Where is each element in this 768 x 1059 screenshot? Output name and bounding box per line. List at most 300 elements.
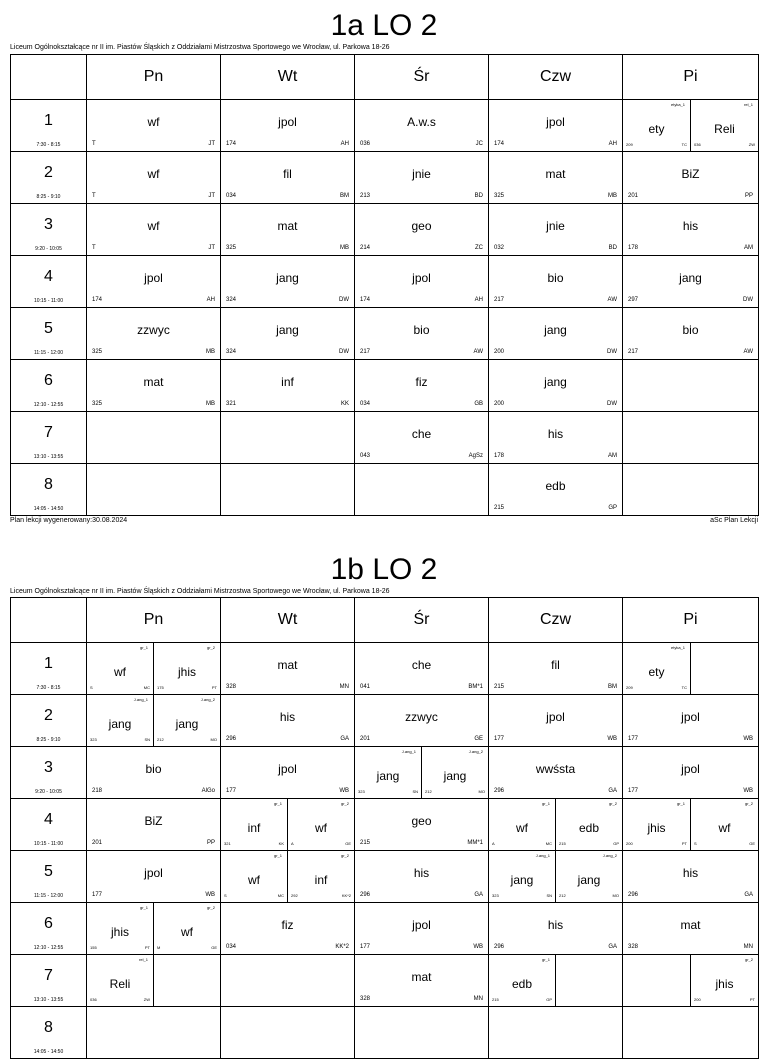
room: 201	[92, 840, 103, 846]
group-label: J.ang_1	[401, 749, 416, 754]
lesson-cell	[623, 643, 759, 695]
period-row	[11, 851, 759, 903]
school-name: Liceum Ogólnokształcące nr II im. Piastów Śląskich z Oddziałami Mistrzostwa Sportowego we Wrocław, ul. Parkowa 18-26	[10, 588, 390, 595]
lesson	[221, 747, 354, 798]
lesson	[489, 308, 622, 359]
period-cell	[11, 152, 87, 204]
corner-cell	[11, 55, 87, 100]
lesson-slot	[355, 360, 488, 411]
room: 175	[157, 685, 164, 690]
group-label: J.ang_2	[602, 853, 617, 858]
teacher: ZW	[143, 997, 150, 1002]
teacher: AH	[340, 141, 349, 147]
room: 215	[494, 684, 505, 690]
subject: edb	[578, 821, 600, 835]
lesson-slot	[623, 851, 758, 902]
lesson-cell	[87, 464, 221, 516]
lesson-slot	[623, 955, 758, 1006]
lesson	[87, 747, 220, 798]
room: 217	[628, 349, 639, 355]
lesson-cell	[355, 360, 489, 412]
teacher: JC	[475, 141, 483, 147]
lesson	[87, 256, 220, 307]
teacher: MM*1	[467, 840, 483, 846]
lesson-cell	[355, 256, 489, 308]
room: A	[492, 841, 495, 846]
lesson	[623, 851, 758, 902]
room: 209	[626, 685, 633, 690]
room: 215	[492, 997, 499, 1002]
lesson-slot	[221, 747, 354, 798]
lesson-slot	[221, 256, 354, 307]
room: 032	[494, 245, 505, 251]
subject: Reli	[714, 122, 735, 136]
teacher: AM	[608, 453, 617, 459]
lesson-slot	[623, 747, 758, 798]
lesson-slot	[87, 152, 220, 203]
lesson-slot	[489, 799, 622, 850]
lesson	[87, 955, 153, 1006]
teacher: AW	[473, 349, 483, 355]
period-time: 10:15 - 11:00	[33, 841, 64, 847]
group-label: gr_1	[273, 801, 282, 806]
subject: fiz	[415, 375, 428, 389]
lesson-cell	[489, 747, 623, 799]
subject: jang	[276, 271, 299, 285]
teacher: KK*2	[341, 893, 351, 898]
lesson	[221, 100, 354, 151]
subject: che	[411, 658, 432, 672]
lesson-slot	[623, 464, 758, 515]
room: 034	[226, 193, 237, 199]
lesson	[221, 851, 287, 902]
lesson	[555, 955, 622, 1006]
teacher: SN	[144, 737, 150, 742]
subject: Reli	[109, 977, 131, 991]
lesson-slot	[221, 695, 354, 746]
lesson-slot	[355, 204, 488, 255]
day-header-3: Czw	[489, 55, 623, 100]
subject: fil	[283, 167, 292, 181]
lesson	[355, 204, 488, 255]
subject: zzwyc	[405, 710, 438, 724]
subject: BiZ	[681, 167, 700, 181]
teacher: JT	[208, 193, 215, 199]
period-row	[11, 903, 759, 955]
room: 036	[694, 142, 701, 147]
period-row	[11, 695, 759, 747]
subject: mat	[545, 167, 566, 181]
period-time: 12:10 - 12:55	[33, 945, 64, 951]
lesson-slot	[355, 799, 488, 850]
period-cell	[11, 799, 87, 851]
room: 212	[559, 893, 566, 898]
room: 200	[494, 401, 505, 407]
lesson-slot	[87, 360, 220, 411]
lesson	[489, 412, 622, 463]
subject: jpol	[144, 866, 163, 880]
room: T	[92, 193, 96, 199]
lesson-cell	[623, 747, 759, 799]
subject: fiz	[281, 918, 294, 932]
lesson-slot	[221, 152, 354, 203]
subject: BiZ	[144, 814, 163, 828]
group-label: J.ang_2	[468, 749, 483, 754]
teacher: MB	[206, 401, 215, 407]
group-label: gr_1	[273, 853, 282, 858]
lesson-cell	[623, 464, 759, 516]
subject: wf	[516, 821, 528, 835]
lesson	[87, 799, 220, 850]
period-time: 14:05 - 14:50	[33, 1049, 64, 1055]
lesson	[221, 695, 354, 746]
room: 321	[224, 841, 231, 846]
room: 200	[494, 349, 505, 355]
subject: jang	[577, 873, 601, 887]
subject: wwśsta	[535, 762, 576, 776]
teacher: AW	[743, 349, 753, 355]
lesson-cell	[489, 643, 623, 695]
subject: jpol	[278, 762, 297, 776]
teacher: KK	[278, 841, 284, 846]
room: 215	[559, 841, 566, 846]
subject: jnie	[412, 167, 431, 181]
teacher: AlGo	[201, 788, 215, 794]
group-label: gr_2	[608, 801, 617, 806]
lesson-cell	[489, 308, 623, 360]
room: 325	[92, 349, 103, 355]
teacher: WB	[607, 736, 617, 742]
room: 174	[360, 297, 371, 303]
lesson-slot	[87, 747, 220, 798]
group-label: gr_1	[676, 801, 685, 806]
lesson-cell	[489, 412, 623, 464]
lesson-cell	[355, 747, 489, 799]
lesson	[623, 955, 690, 1006]
generated-date: Plan lekcji wygenerowany:30.08.2024	[10, 517, 128, 524]
subject: jang	[376, 769, 400, 783]
room: 217	[360, 349, 371, 355]
lesson-slot	[355, 955, 488, 1006]
period-cell	[11, 412, 87, 464]
lesson	[221, 360, 354, 411]
subject: his	[279, 710, 296, 724]
lesson-slot	[221, 360, 354, 411]
subject: jnie	[546, 219, 565, 233]
room: 034	[226, 944, 237, 950]
lesson	[87, 100, 220, 151]
lesson-slot	[221, 1007, 354, 1058]
lesson-slot	[355, 152, 488, 203]
teacher: ZW	[748, 142, 755, 147]
timetable-grid	[10, 597, 759, 1059]
period-time: 14:05 - 14:50	[33, 506, 64, 512]
lesson-cell	[87, 747, 221, 799]
lesson-slot	[87, 1007, 220, 1058]
period-number: 4	[44, 268, 53, 285]
teacher: JT	[208, 141, 215, 147]
room: 177	[494, 736, 505, 742]
lesson	[489, 799, 555, 850]
school-name: Liceum Ogólnokształcące nr II im. Piastów Śląskich z Oddziałami Mistrzostwa Sportowego we Wrocław, ul. Parkowa 18-26	[10, 44, 390, 51]
teacher: BM	[608, 684, 617, 690]
group-label: gr_2	[206, 645, 215, 650]
period-row	[11, 256, 759, 308]
period-time: 7:30 - 8:15	[36, 142, 61, 148]
lesson	[555, 851, 622, 902]
subject: fil	[551, 658, 560, 672]
lesson	[489, 152, 622, 203]
lesson	[690, 643, 758, 694]
room: M	[157, 945, 161, 950]
lesson-cell	[623, 256, 759, 308]
lesson-slot	[221, 308, 354, 359]
teacher: GP	[613, 841, 619, 846]
group-label: gr_2	[744, 801, 753, 806]
lesson-cell	[489, 256, 623, 308]
lesson-cell	[489, 851, 623, 903]
subject: mat	[277, 658, 298, 672]
subject: ety	[648, 665, 665, 679]
teacher: GE	[474, 736, 483, 742]
period-time: 13:10 - 13:55	[33, 997, 64, 1003]
period-cell	[11, 695, 87, 747]
room: 213	[360, 193, 371, 199]
period-number: 3	[44, 216, 53, 233]
subject: wf	[114, 665, 126, 679]
teacher: AW	[607, 297, 617, 303]
subject: wf	[147, 219, 160, 233]
lesson-cell	[87, 256, 221, 308]
lesson-slot	[355, 903, 488, 954]
lesson-cell	[355, 1007, 489, 1059]
lesson-cell	[87, 308, 221, 360]
lesson-cell	[489, 204, 623, 256]
room: 324	[226, 297, 237, 303]
room: 328	[628, 944, 639, 950]
teacher: WB	[339, 788, 349, 794]
lesson-slot	[623, 903, 758, 954]
lesson-cell	[489, 1007, 623, 1059]
lesson	[355, 360, 488, 411]
subject: edb	[545, 479, 566, 493]
lesson-cell	[355, 903, 489, 955]
teacher: PP	[744, 193, 753, 199]
lesson-slot	[87, 308, 220, 359]
room: 155	[90, 945, 97, 950]
lesson-cell	[221, 851, 355, 903]
teacher: GP	[608, 505, 617, 511]
teacher: PT	[681, 841, 687, 846]
room: 036	[90, 997, 97, 1002]
lesson-slot	[221, 204, 354, 255]
room: 297	[628, 297, 639, 303]
room: 217	[494, 297, 505, 303]
lesson-slot	[221, 955, 354, 1006]
teacher: WB	[473, 944, 483, 950]
lesson	[355, 308, 488, 359]
group-label: gr_1	[139, 905, 148, 910]
lesson	[355, 747, 421, 798]
room: 323	[358, 789, 365, 794]
period-row	[11, 308, 759, 360]
period-cell	[11, 851, 87, 903]
lesson-slot	[623, 643, 758, 694]
subject: his	[682, 219, 699, 233]
lesson-slot	[355, 747, 488, 798]
lesson-slot	[87, 903, 220, 954]
subject: bio	[682, 323, 699, 337]
lesson-cell	[623, 1007, 759, 1059]
subject: jang	[175, 717, 199, 731]
lesson-cell	[355, 100, 489, 152]
teacher: MN	[743, 944, 753, 950]
lesson-slot	[489, 152, 622, 203]
lesson	[87, 152, 220, 203]
lesson-cell	[87, 955, 221, 1007]
lesson	[690, 100, 758, 151]
room: 174	[92, 297, 103, 303]
lesson	[355, 955, 488, 1006]
group-label: J.ang_1	[133, 697, 148, 702]
room: 328	[226, 684, 237, 690]
period-row	[11, 747, 759, 799]
teacher: GA	[608, 788, 617, 794]
room: 177	[226, 788, 237, 794]
room: T	[92, 141, 96, 147]
teacher: AH	[474, 297, 483, 303]
lesson	[489, 643, 622, 694]
room: 296	[628, 892, 639, 898]
subject: jpol	[681, 710, 700, 724]
period-cell	[11, 360, 87, 412]
subject: jpol	[681, 762, 700, 776]
room: 296	[494, 788, 505, 794]
lesson-cell	[623, 360, 759, 412]
room: 200	[694, 997, 701, 1002]
room: 200	[626, 841, 633, 846]
lesson-slot	[623, 152, 758, 203]
lesson	[623, 100, 690, 151]
period-number: 6	[44, 915, 53, 932]
period-time: 13:10 - 13:55	[33, 454, 64, 460]
room: 296	[226, 736, 237, 742]
subject: ety	[648, 122, 665, 136]
lesson	[221, 152, 354, 203]
teacher: AgSz	[468, 453, 483, 459]
lesson-cell	[221, 1007, 355, 1059]
lesson-slot	[489, 695, 622, 746]
period-row	[11, 955, 759, 1007]
period-number: 6	[44, 372, 53, 389]
lesson-cell	[355, 308, 489, 360]
lesson	[489, 851, 555, 902]
period-cell	[11, 204, 87, 256]
lesson	[489, 903, 622, 954]
lesson	[690, 799, 758, 850]
day-header-2: Śr	[355, 55, 489, 100]
teacher: BM*1	[468, 684, 483, 690]
lesson-cell	[355, 464, 489, 516]
subject: jang	[679, 271, 702, 285]
room: 214	[360, 245, 371, 251]
period-row	[11, 1007, 759, 1059]
lesson-slot	[623, 308, 758, 359]
lesson-cell	[355, 695, 489, 747]
group-label: rel_1	[139, 957, 148, 962]
lesson-slot	[221, 643, 354, 694]
lesson	[623, 799, 690, 850]
lesson-cell	[489, 799, 623, 851]
lesson-cell	[87, 799, 221, 851]
lesson-cell	[87, 100, 221, 152]
period-cell	[11, 256, 87, 308]
period-time: 12:10 - 12:55	[33, 402, 64, 408]
lesson	[355, 799, 488, 850]
period-number: 2	[44, 164, 53, 181]
subject: inf	[314, 873, 328, 887]
subject: his	[682, 866, 699, 880]
period-cell	[11, 464, 87, 516]
lesson-slot	[355, 851, 488, 902]
lesson-slot	[489, 955, 622, 1006]
lesson-cell	[623, 204, 759, 256]
generator-credit: aSc Plan Lekcji	[710, 517, 758, 524]
lesson-cell	[489, 152, 623, 204]
subject: jang	[443, 769, 467, 783]
period-cell	[11, 955, 87, 1007]
subject: inf	[247, 821, 261, 835]
teacher: MB	[340, 245, 349, 251]
teacher: MN	[339, 684, 349, 690]
lesson-cell	[355, 955, 489, 1007]
room: 201	[360, 736, 371, 742]
lesson	[489, 100, 622, 151]
lesson-slot	[623, 1007, 758, 1058]
lesson-slot	[489, 747, 622, 798]
room: S	[224, 893, 227, 898]
subject: jpol	[412, 918, 431, 932]
lesson-slot	[87, 100, 220, 151]
lesson	[221, 643, 354, 694]
subject: his	[547, 427, 564, 441]
lesson-slot	[489, 204, 622, 255]
period-row	[11, 799, 759, 851]
lesson-cell	[489, 464, 623, 516]
room: 218	[92, 788, 103, 794]
period-row	[11, 152, 759, 204]
lesson-cell	[87, 1007, 221, 1059]
group-label: gr_2	[340, 853, 349, 858]
subject: jang	[108, 717, 132, 731]
lesson-cell	[623, 100, 759, 152]
lesson-slot	[355, 100, 488, 151]
room: 296	[494, 944, 505, 950]
subject: his	[547, 918, 564, 932]
period-row	[11, 360, 759, 412]
subject: mat	[680, 918, 701, 932]
lesson	[623, 747, 758, 798]
subject: bio	[145, 762, 162, 776]
lesson	[221, 204, 354, 255]
lesson-cell	[221, 695, 355, 747]
group-label: gr_1	[139, 645, 148, 650]
day-header-1: Wt	[221, 598, 355, 643]
lesson	[355, 851, 488, 902]
subject: jhis	[647, 821, 666, 835]
lesson	[355, 256, 488, 307]
lesson	[355, 903, 488, 954]
